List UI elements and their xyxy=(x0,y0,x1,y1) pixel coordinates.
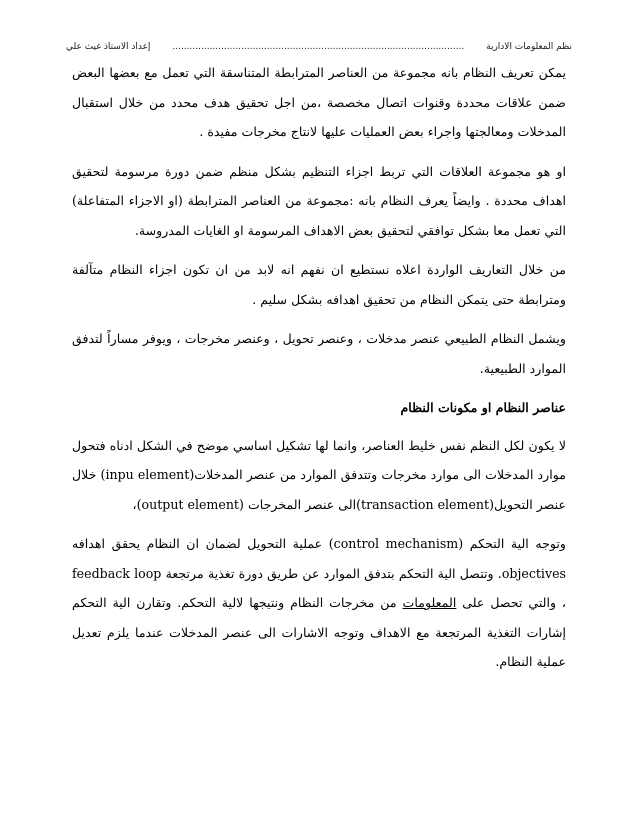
text-fragment: من مخرجات النظام ونتيجها لالية التحكم. وتقارن الية التحكم إشارات التغذية المرتجعة مع الاهداف وتوجه الاشارات الى عنصر المدخلات عندما يلزم تعديل عملية النظام. xyxy=(72,595,566,669)
header-author: إعداد الاستاذ غيث علي xyxy=(66,42,151,52)
paragraph-system-definition: يمكن تعريف النظام بانه مجموعة من العناصر المترابطة المتناسقة التي تعمل مع بعضها البعض ضمن علاقات محددة وقنوات اتصال مخصصة ،من اجل تحقيق هدف محدد من خلال استقبال المدخلات ومعالجتها واجراء بعض العمليات عليها لانتاج مخرجات مفيدة . xyxy=(72,65,566,139)
text-fragment: عملية التحويل لضمان ان النظام يحقق اهدافه xyxy=(72,536,323,551)
paragraph-natural-system: ويشمل النظام الطبيعي عنصر مدخلات ، وعنصر تحويل ، وعنصر مخرجات ، ويوفر مساراً لتدفق الموارد الطبيعية. xyxy=(72,331,566,376)
term-transaction-element: (transaction element) xyxy=(356,496,494,512)
document-body xyxy=(72,58,566,687)
term-input-element: (inpu element) xyxy=(100,467,195,482)
term-feedback-loop: feedback loop xyxy=(72,565,162,581)
underlined-word-information: المعلومات xyxy=(402,595,457,610)
text-fragment: ، xyxy=(132,496,137,512)
paragraph-system-cohesion: من خلال التعاريف الواردة اعلاه نستطيع ان نفهم انه لابد من ان تكون اجزاء النظام متآلفة ومترابطة حتى يتمكن النظام من تحقيق اهدافه بشكل سليم . xyxy=(72,262,566,307)
text-fragment: خلال عنصر التحويل xyxy=(72,467,566,512)
text-fragment: . وتتصل الية التحكم بتدفق الموارد عن طريق دورة تغذية مرتجعة xyxy=(165,565,502,581)
text-fragment: لا يكون لكل النظم نفس خليط العناصر، وانما لها تشكيل اساسي موضح في الشكل ادناه فتحول موارد المدخلات الى موارد مخرجات وتتدفق الموارد من عنصر المدخلات xyxy=(72,437,566,482)
term-objectives: objectives xyxy=(501,565,566,581)
paragraph-control-mechanism xyxy=(72,529,566,677)
term-control-mechanism: (control mechanism) xyxy=(328,536,464,551)
term-output-element: (output element) xyxy=(136,496,244,512)
page-header xyxy=(66,34,572,52)
text-fragment: الى عنصر المخرجات xyxy=(247,496,357,512)
paragraph-system-relations: او هو مجموعة العلاقات التي تربط اجزاء التنظيم بشكل منظم ضمن دورة مرسومة لتحقيق اهداف محددة . وايضاً يعرف النظام بانه :مجموعة من العناصر المترابطة (او الاجزاء المتفاعلة) التي تعمل معا بشكل توافقي لتحقيق بعض الاهداف المرسومة او الغايات المدروسة. xyxy=(72,163,566,238)
header-course-title: نظم المعلومات الادارية xyxy=(486,42,572,52)
text-fragment: وتوجه الية التحكم xyxy=(469,536,566,551)
text-fragment: ، والتي تحصل على xyxy=(462,595,566,610)
header-dotted-leader: ...................................................................................................... xyxy=(172,42,465,52)
section-heading-system-elements: عناصر النظام او مكونات النظام xyxy=(400,400,566,415)
paragraph-system-flow xyxy=(72,431,566,520)
